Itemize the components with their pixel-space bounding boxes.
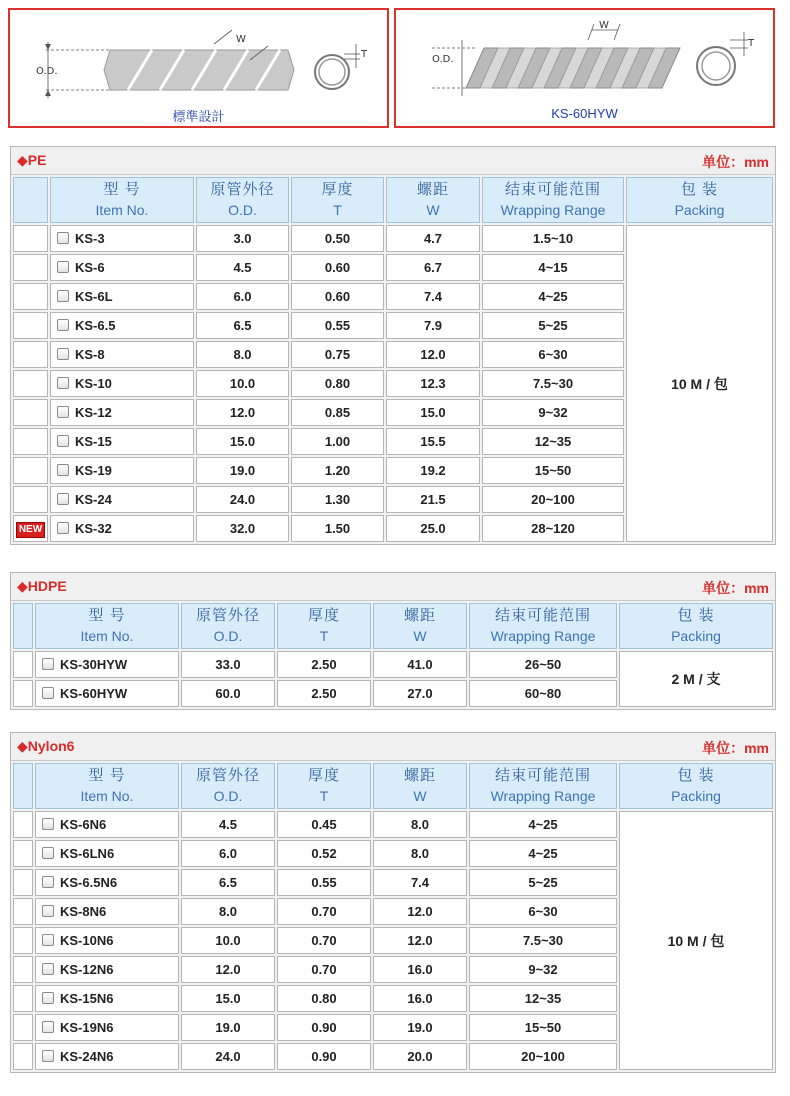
flag-cell: [13, 486, 48, 513]
wrapping-range-cell: 4~15: [482, 254, 624, 281]
flag-cell: [13, 515, 48, 542]
item-number: KS-30HYW: [60, 657, 128, 672]
thickness-header: 厚度 T: [277, 603, 371, 649]
od-cell: 10.0: [196, 370, 289, 397]
item-cell[interactable]: [50, 515, 194, 542]
item-cell[interactable]: [35, 651, 179, 678]
od-cell: 10.0: [181, 927, 275, 954]
select-checkbox[interactable]: [42, 1021, 54, 1033]
table-header-row: [13, 763, 773, 809]
od-cell: 6.0: [196, 283, 289, 310]
thickness-cell: 0.80: [277, 985, 371, 1012]
od-cell: 32.0: [196, 515, 289, 542]
select-checkbox[interactable]: [57, 522, 69, 534]
od-cell: 15.0: [196, 428, 289, 455]
item-number: KS-15: [75, 434, 112, 449]
range-header: 结束可能范围 Wrapping Range: [469, 603, 617, 649]
select-checkbox[interactable]: [42, 847, 54, 859]
wrapping-range-cell: 5~25: [482, 312, 624, 339]
select-checkbox[interactable]: [57, 493, 69, 505]
wrapping-range-cell: 7.5~30: [482, 370, 624, 397]
item-header: 型 号 Item No.: [35, 603, 179, 649]
flag-cell: [13, 1014, 33, 1041]
packing-cell: 10 M / 包: [619, 811, 773, 1070]
unit-label: 单位：mm: [702, 740, 769, 756]
item-header: 型 号 Item No.: [50, 177, 194, 223]
flag-cell: [13, 811, 33, 838]
thickness-cell: 2.50: [277, 680, 371, 707]
select-checkbox[interactable]: [57, 348, 69, 360]
select-checkbox[interactable]: [42, 687, 54, 699]
thickness-cell: 0.70: [277, 956, 371, 983]
od-header: 原管外径 O.D.: [181, 763, 275, 809]
flag-cell: [13, 869, 33, 896]
flag-cell: [13, 428, 48, 455]
section-title: ◆HDPE: [17, 578, 67, 594]
section-hdpe: [10, 572, 776, 710]
item-cell[interactable]: [50, 225, 194, 252]
pitch-cell: 12.3: [386, 370, 480, 397]
section-nylon6: [10, 732, 776, 1073]
item-number: KS-3: [75, 231, 105, 246]
spec-table-pe: [11, 175, 775, 544]
diagram-standard: [8, 8, 389, 128]
packing-header: 包 装 Packing: [626, 177, 773, 223]
packing-cell: 10 M / 包: [626, 225, 773, 542]
item-number: KS-8N6: [60, 904, 107, 919]
thickness-cell: 0.60: [291, 254, 384, 281]
unit-label: 单位：mm: [702, 154, 769, 170]
thickness-cell: 0.45: [277, 811, 371, 838]
packing-header: 包 装 Packing: [619, 603, 773, 649]
od-cell: 12.0: [181, 956, 275, 983]
wrapping-range-cell: 9~32: [469, 956, 617, 983]
packing-cell: 2 M / 支: [619, 651, 773, 707]
od-cell: 19.0: [181, 1014, 275, 1041]
item-cell[interactable]: [35, 1014, 179, 1041]
range-header: 结束可能范围 Wrapping Range: [482, 177, 624, 223]
item-number: KS-12: [75, 405, 112, 420]
wrapping-range-cell: 6~30: [469, 898, 617, 925]
item-cell[interactable]: [35, 680, 179, 707]
item-cell[interactable]: [50, 254, 194, 281]
flag-cell: [13, 457, 48, 484]
item-cell[interactable]: [35, 869, 179, 896]
wrapping-range-cell: 26~50: [469, 651, 617, 678]
flag-cell: [13, 927, 33, 954]
item-number: KS-19: [75, 463, 112, 478]
item-cell[interactable]: [35, 1043, 179, 1070]
flag-header: [13, 603, 33, 649]
pitch-cell: 41.0: [373, 651, 467, 678]
packing-header: 包 装 Packing: [619, 763, 773, 809]
od-cell: 6.0: [181, 840, 275, 867]
table-body: [13, 225, 773, 542]
thickness-cell: 0.50: [291, 225, 384, 252]
flag-cell: [13, 399, 48, 426]
item-cell[interactable]: [35, 840, 179, 867]
pitch-cell: 7.9: [386, 312, 480, 339]
item-cell[interactable]: [50, 312, 194, 339]
flag-cell: [13, 680, 33, 707]
diagram-caption: KS-60HYW: [551, 106, 618, 121]
thickness-cell: 2.50: [277, 651, 371, 678]
table-row: [13, 651, 773, 678]
select-checkbox[interactable]: [57, 406, 69, 418]
thickness-header: 厚度 T: [291, 177, 384, 223]
pitch-cell: 19.0: [373, 1014, 467, 1041]
pitch-cell: 15.0: [386, 399, 480, 426]
item-cell[interactable]: [50, 486, 194, 513]
section-title: ◆Nylon6: [17, 738, 75, 754]
w-label: W: [236, 34, 246, 45]
pitch-cell: 21.5: [386, 486, 480, 513]
od-cell: 3.0: [196, 225, 289, 252]
select-checkbox[interactable]: [42, 963, 54, 975]
pitch-cell: 15.5: [386, 428, 480, 455]
flag-cell: [13, 898, 33, 925]
pitch-cell: 7.4: [386, 283, 480, 310]
select-checkbox[interactable]: [42, 934, 54, 946]
select-checkbox[interactable]: [57, 261, 69, 273]
od-cell: 33.0: [181, 651, 275, 678]
wrapping-range-cell: 15~50: [469, 1014, 617, 1041]
thickness-cell: 0.52: [277, 840, 371, 867]
pitch-cell: 12.0: [373, 898, 467, 925]
pitch-cell: 19.2: [386, 457, 480, 484]
select-checkbox[interactable]: [42, 876, 54, 888]
flag-cell: [13, 283, 48, 310]
wrapping-range-cell: 4~25: [469, 811, 617, 838]
diagram-strip: [8, 8, 775, 128]
pitch-cell: 8.0: [373, 811, 467, 838]
select-checkbox[interactable]: [57, 319, 69, 331]
diagram-ks-60hyw: [394, 8, 775, 128]
select-checkbox[interactable]: [42, 992, 54, 1004]
pitch-cell: 7.4: [373, 869, 467, 896]
wrapping-range-cell: 7.5~30: [469, 927, 617, 954]
select-checkbox[interactable]: [57, 290, 69, 302]
flag-cell: [13, 341, 48, 368]
item-cell[interactable]: [35, 956, 179, 983]
wrapping-range-cell: 12~35: [469, 985, 617, 1012]
t-label: T: [748, 38, 755, 49]
item-number: KS-15N6: [60, 991, 114, 1006]
range-header: 结束可能范围 Wrapping Range: [469, 763, 617, 809]
wrapping-range-cell: 6~30: [482, 341, 624, 368]
item-number: KS-32: [75, 521, 112, 536]
od-cell: 24.0: [196, 486, 289, 513]
pitch-header: 螺距 W: [373, 603, 467, 649]
thickness-cell: 0.85: [291, 399, 384, 426]
item-cell[interactable]: [50, 428, 194, 455]
thickness-cell: 1.50: [291, 515, 384, 542]
item-number: KS-24: [75, 492, 112, 507]
item-number: KS-12N6: [60, 962, 114, 977]
wrapping-range-cell: 4~25: [482, 283, 624, 310]
section-title: ◆PE: [17, 152, 47, 168]
table-header-row: [13, 177, 773, 223]
od-cell: 6.5: [196, 312, 289, 339]
wrapping-range-cell: 20~100: [482, 486, 624, 513]
new-badge: NEW: [16, 522, 45, 538]
wrapping-range-cell: 1.5~10: [482, 225, 624, 252]
spec-table-nylon6: [11, 761, 775, 1072]
thickness-cell: 1.30: [291, 486, 384, 513]
od-cell: 8.0: [181, 898, 275, 925]
thickness-cell: 1.20: [291, 457, 384, 484]
thickness-cell: 0.55: [291, 312, 384, 339]
thickness-cell: 0.90: [277, 1014, 371, 1041]
item-number: KS-8: [75, 347, 105, 362]
item-cell[interactable]: [35, 927, 179, 954]
item-number: KS-19N6: [60, 1020, 114, 1035]
select-checkbox[interactable]: [42, 818, 54, 830]
item-cell[interactable]: [50, 341, 194, 368]
item-number: KS-10: [75, 376, 112, 391]
thickness-cell: 0.55: [277, 869, 371, 896]
thickness-header: 厚度 T: [277, 763, 371, 809]
flag-cell: [13, 651, 33, 678]
flag-cell: [13, 1043, 33, 1070]
wrapping-range-cell: 12~35: [482, 428, 624, 455]
wrapping-range-cell: 4~25: [469, 840, 617, 867]
pitch-cell: 20.0: [373, 1043, 467, 1070]
flag-cell: [13, 225, 48, 252]
pitch-header: 螺距 W: [373, 763, 467, 809]
w-label: W: [599, 20, 609, 31]
pitch-cell: 25.0: [386, 515, 480, 542]
flag-cell: [13, 312, 48, 339]
od-cell: 60.0: [181, 680, 275, 707]
flag-cell: [13, 985, 33, 1012]
item-header: 型 号 Item No.: [35, 763, 179, 809]
item-cell[interactable]: [50, 283, 194, 310]
od-header: 原管外径 O.D.: [181, 603, 275, 649]
item-number: KS-24N6: [60, 1049, 114, 1064]
unit-label: 单位：mm: [702, 580, 769, 596]
spec-table-hdpe: [11, 601, 775, 709]
section-pe: [10, 146, 776, 545]
wrapping-range-cell: 28~120: [482, 515, 624, 542]
pitch-header: 螺距 W: [386, 177, 480, 223]
thickness-cell: 0.60: [291, 283, 384, 310]
item-number: KS-6L: [75, 289, 113, 304]
od-cell: 24.0: [181, 1043, 275, 1070]
wrapping-range-cell: 9~32: [482, 399, 624, 426]
pitch-cell: 16.0: [373, 985, 467, 1012]
wrapping-range-cell: 60~80: [469, 680, 617, 707]
od-header: 原管外径 O.D.: [196, 177, 289, 223]
od-cell: 15.0: [181, 985, 275, 1012]
section-header: [11, 733, 775, 761]
item-number: KS-6.5: [75, 318, 116, 333]
thickness-cell: 0.70: [277, 898, 371, 925]
wrapping-range-cell: 5~25: [469, 869, 617, 896]
select-checkbox[interactable]: [57, 435, 69, 447]
select-checkbox[interactable]: [57, 464, 69, 476]
item-number: KS-10N6: [60, 933, 114, 948]
item-cell[interactable]: [35, 811, 179, 838]
wrapping-range-cell: 20~100: [469, 1043, 617, 1070]
od-cell: 4.5: [196, 254, 289, 281]
od-label: O.D.: [36, 66, 58, 77]
item-number: KS-6: [75, 260, 105, 275]
select-checkbox[interactable]: [57, 232, 69, 244]
thickness-cell: 0.75: [291, 341, 384, 368]
table-body: [13, 651, 773, 707]
section-header: [11, 147, 775, 175]
pitch-cell: 6.7: [386, 254, 480, 281]
item-number: KS-6.5N6: [60, 875, 118, 890]
pitch-cell: 12.0: [373, 927, 467, 954]
od-cell: 19.0: [196, 457, 289, 484]
thickness-cell: 1.00: [291, 428, 384, 455]
item-cell[interactable]: [50, 457, 194, 484]
pitch-cell: 27.0: [373, 680, 467, 707]
table-header-row: [13, 603, 773, 649]
select-checkbox[interactable]: [57, 377, 69, 389]
od-cell: 6.5: [181, 869, 275, 896]
od-cell: 12.0: [196, 399, 289, 426]
item-cell[interactable]: [50, 399, 194, 426]
flag-cell: [13, 254, 48, 281]
select-checkbox[interactable]: [42, 658, 54, 670]
thickness-cell: 0.70: [277, 927, 371, 954]
table-row: [13, 225, 773, 252]
item-cell[interactable]: [35, 985, 179, 1012]
pitch-cell: 8.0: [373, 840, 467, 867]
table-body: [13, 811, 773, 1070]
pitch-cell: 4.7: [386, 225, 480, 252]
flag-header: [13, 763, 33, 809]
table-row: [13, 811, 773, 838]
flag-cell: [13, 840, 33, 867]
select-checkbox[interactable]: [42, 905, 54, 917]
pitch-cell: 16.0: [373, 956, 467, 983]
item-cell[interactable]: [50, 370, 194, 397]
od-cell: 8.0: [196, 341, 289, 368]
od-cell: 4.5: [181, 811, 275, 838]
flag-cell: [13, 370, 48, 397]
item-number: KS-6LN6: [60, 846, 115, 861]
pitch-cell: 12.0: [386, 341, 480, 368]
t-label: T: [361, 49, 368, 60]
item-number: KS-60HYW: [60, 686, 128, 701]
select-checkbox[interactable]: [42, 1050, 54, 1062]
section-header: [11, 573, 775, 601]
thickness-cell: 0.80: [291, 370, 384, 397]
flag-header: [13, 177, 48, 223]
flag-cell: [13, 956, 33, 983]
wrapping-range-cell: 15~50: [482, 457, 624, 484]
od-label: O.D.: [432, 54, 454, 65]
item-number: KS-6N6: [60, 817, 107, 832]
thickness-cell: 0.90: [277, 1043, 371, 1070]
diagram-caption: 標準設計: [172, 109, 225, 124]
item-cell[interactable]: [35, 898, 179, 925]
